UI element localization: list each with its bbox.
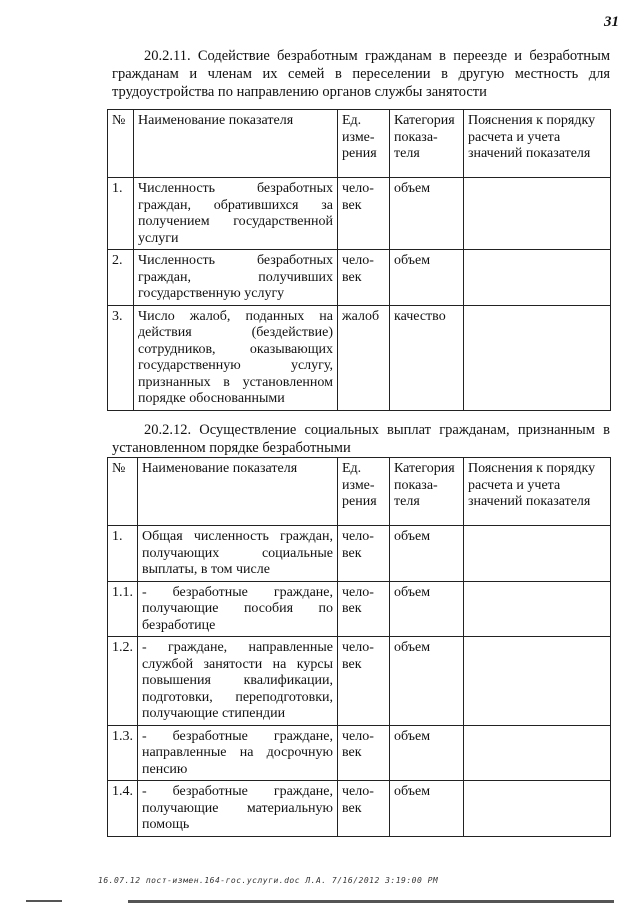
row-category: качество — [390, 305, 464, 410]
header-num: № — [108, 110, 134, 178]
table-row — [108, 250, 611, 306]
header-notes: Пояснения к порядку расчета и учета значений показателя — [464, 458, 611, 526]
table-row — [108, 305, 611, 410]
section-title-20-2-11 — [112, 47, 610, 101]
row-name: Численность безработных граждан, получивших государственную услугу — [134, 250, 338, 306]
table-row — [108, 725, 611, 781]
table-row — [108, 781, 611, 837]
row-num: 1.3. — [108, 725, 138, 781]
section-title-text: 20.2.11. Содействие безработным гражданам в переезде и безработным гражданам и членам их семей в переселении в другую местность для трудоустройства по направлению органов службы занятости — [112, 48, 610, 100]
table-row — [108, 178, 611, 250]
row-name: Число жалоб, поданных на действия (бездействие) сотрудников, оказывающих государственную услугу, признанных в установленном порядке обоснованными — [134, 305, 338, 410]
row-unit: чело-век — [338, 725, 390, 781]
table-row — [108, 637, 611, 726]
row-num: 1.1. — [108, 581, 138, 637]
header-notes: Пояснения к порядку расчета и учета значений показателя — [464, 110, 611, 178]
indicators-table-20-2-12 — [107, 457, 611, 837]
row-unit: чело-век — [338, 781, 390, 837]
scan-artifact-line — [128, 900, 614, 903]
row-name: - безработные граждане, направленные на досрочную пенсию — [138, 725, 338, 781]
row-unit: чело-век — [338, 250, 390, 306]
row-notes — [464, 250, 611, 306]
row-name: - безработные граждане, получающие пособия по безработице — [138, 581, 338, 637]
header-category: Категория показа-теля — [390, 458, 464, 526]
row-category: объем — [390, 781, 464, 837]
table-header-row — [108, 458, 611, 526]
row-name: Общая численность граждан, получающих социальные выплаты, в том числе — [138, 526, 338, 582]
header-name: Наименование показателя — [138, 458, 338, 526]
header-unit: Ед. изме-рения — [338, 110, 390, 178]
row-category: объем — [390, 178, 464, 250]
row-category: объем — [390, 725, 464, 781]
row-notes — [464, 781, 611, 837]
row-category: объем — [390, 637, 464, 726]
row-notes — [464, 526, 611, 582]
table-header-row — [108, 110, 611, 178]
document-footer: 16.07.12 пост-измен.164-гос.услуги.doc Л.А. 7/16/2012 3:19:00 PM — [98, 876, 439, 885]
row-num: 1. — [108, 178, 134, 250]
row-unit: чело-век — [338, 581, 390, 637]
page-number: 31 — [604, 14, 619, 30]
row-unit: жалоб — [338, 305, 390, 410]
row-unit: чело-век — [338, 178, 390, 250]
row-name: Численность безработных граждан, обратившихся за получением государственной услуги — [134, 178, 338, 250]
section-title-text: 20.2.12. Осуществление социальных выплат гражданам, признанным в установленном порядке безработными — [112, 422, 610, 456]
row-notes — [464, 725, 611, 781]
table-row — [108, 581, 611, 637]
scan-artifact-line — [26, 900, 62, 902]
header-name: Наименование показателя — [134, 110, 338, 178]
row-num: 3. — [108, 305, 134, 410]
header-category: Категория показа-теля — [390, 110, 464, 178]
row-unit: чело-век — [338, 526, 390, 582]
row-num: 1. — [108, 526, 138, 582]
row-category: объем — [390, 581, 464, 637]
row-num: 2. — [108, 250, 134, 306]
row-notes — [464, 581, 611, 637]
header-unit: Ед. изме-рения — [338, 458, 390, 526]
row-category: объем — [390, 250, 464, 306]
row-notes — [464, 305, 611, 410]
row-category: объем — [390, 526, 464, 582]
section-title-20-2-12 — [112, 421, 610, 457]
row-name: - безработные граждане, получающие материальную помощь — [138, 781, 338, 837]
row-num: 1.4. — [108, 781, 138, 837]
row-notes — [464, 637, 611, 726]
table-row — [108, 526, 611, 582]
row-unit: чело-век — [338, 637, 390, 726]
indicators-table-20-2-11 — [107, 109, 611, 411]
header-num: № — [108, 458, 138, 526]
row-notes — [464, 178, 611, 250]
row-num: 1.2. — [108, 637, 138, 726]
row-name: - граждане, направленные службой занятости на курсы повышения квалификации, подготовки, переподготовки, получающие стипендии — [138, 637, 338, 726]
